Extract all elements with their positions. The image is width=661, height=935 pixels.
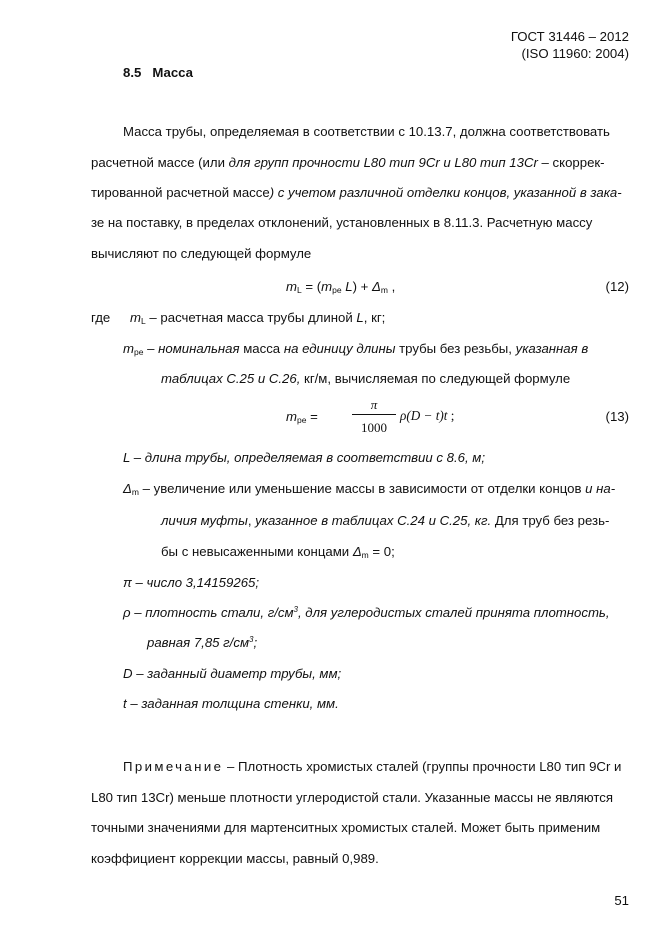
- header-standard: ГОСТ 31446 – 2012: [510, 29, 629, 44]
- note-label: Примечание: [123, 759, 224, 774]
- def-rho-line-2: равная 7,85 $г/см^3$;: [147, 635, 258, 650]
- fraction-bar: [352, 414, 396, 415]
- para-line-5: вычисляют по следующей формуле: [91, 246, 312, 261]
- fraction-denominator: 1000: [361, 420, 387, 435]
- note-line-4: коэффициент коррекции массы, равный 0,989.: [91, 851, 379, 866]
- def-t: t – заданная толщина стенки, мм.: [123, 696, 339, 711]
- header-iso: (ISO 11960: 2004): [521, 46, 629, 61]
- where-label: где: [91, 310, 111, 325]
- para-line-1: Масса трубы, определяемая в соответствии с 10.13.7, должна соответствовать: [123, 124, 610, 139]
- mpe-definition-line-1: $m_{pe}$ – номинальная масса на единицу длины трубы без резьбы, указанная в: [123, 341, 589, 357]
- def-delta-line-3: бы с невысаженными концами $\Delta_m = 0$;: [161, 544, 395, 560]
- fraction-numerator: π: [370, 397, 378, 412]
- def-rho-line-1: ρ – плотность стали, $г/см^3$, для углеродистых сталей принята плотность,: [123, 605, 610, 620]
- para-line-3: тированной расчетной массе) с учетом различной отделки концов, указанной в зака-: [91, 185, 622, 200]
- equation-13-rhs: ρ(D − t)t ;: [400, 408, 455, 423]
- def-L: L – длина трубы, определяемая в соответствии с 8.6, м;: [123, 450, 486, 465]
- section-title: Масса: [152, 65, 193, 80]
- equation-13-lhs: $m_{pe}$ =: [286, 409, 318, 425]
- note-line-2: L80 тип 13Cr) меньше плотности углеродистой стали. Указанные массы не являются: [91, 790, 614, 805]
- note-line-1: Примечание – Плотность хромистых сталей (группы прочности L80 тип 9Cr и: [123, 759, 622, 774]
- page-number: 51: [614, 893, 629, 908]
- para-line-2: расчетной массе (или для групп прочности L80 тип 9Cr и L80 тип 13Cr – скоррек-: [91, 155, 605, 170]
- def-delta-line-2: личия муфты, указанное в таблицах С.24 и С.25, кг. Для труб без резь-: [161, 513, 610, 528]
- equation-12: $m_L = (m_{pe}$ $L) + \Delta_m$ ,: [286, 279, 396, 295]
- section-number: 8.5: [123, 65, 142, 80]
- def-pi: π – число 3,14159265;: [123, 575, 260, 590]
- note-line-3: точными значениями для мартенситных хромистых сталей. Может быть применим: [91, 820, 601, 835]
- para-line-4: зе на поставку, в пределах отклонений, установленных в 8.11.3. Расчетную массу: [91, 215, 593, 230]
- section-heading: [123, 66, 193, 79]
- def-D: D – заданный диаметр трубы, мм;: [123, 666, 342, 681]
- where-ml-definition: $m_L$ – расчетная масса трубы длиной L, кг;: [130, 310, 386, 326]
- equation-13-number: (13): [605, 409, 629, 424]
- def-delta-line-1: $\Delta_m$ – увеличение или уменьшение массы в зависимости от отделки концов и на-: [123, 481, 616, 497]
- mpe-definition-line-2: таблицах С.25 и С.26, кг/м, вычисляемая по следующей формуле: [161, 371, 571, 386]
- equation-12-number: (12): [605, 279, 629, 294]
